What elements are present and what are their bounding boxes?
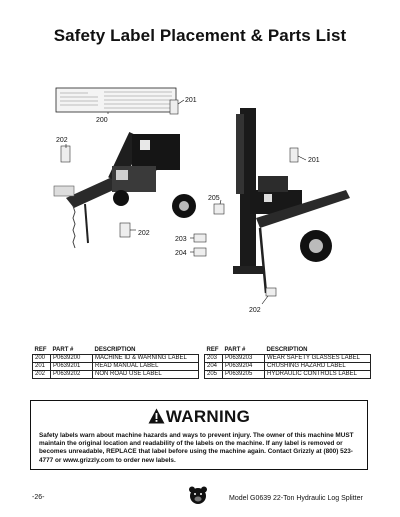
warning-heading-text: WARNING [165, 407, 251, 426]
cell-ref: 200 [33, 355, 51, 363]
cell-description: WEAR SAFETY GLASSES LABEL [265, 355, 371, 363]
callout-203: 203 [175, 236, 187, 243]
header-part: PART # [224, 347, 246, 353]
cell-description: READ MANUAL LABEL [93, 363, 199, 371]
cell-part: P0639203 [223, 355, 265, 363]
parts-table-right [204, 347, 371, 379]
cell-part: P0639200 [51, 355, 93, 363]
cell-description: HYDRAULIC CONTROLS LABEL [265, 371, 371, 379]
table-row [205, 355, 371, 363]
table-row [205, 363, 371, 371]
header-description: DESCRIPTION [94, 347, 136, 353]
log-splitter-vertical [194, 108, 350, 296]
footer-model: Model G0639 22-Ton Hydraulic Log Splitter [229, 495, 363, 502]
cell-ref: 204 [205, 363, 223, 371]
cell-description: NON ROAD USE LABEL [93, 371, 199, 379]
cell-ref: 203 [205, 355, 223, 363]
callout-202-right: 202 [249, 307, 261, 314]
warning-box [30, 400, 368, 470]
callout-201-left: 201 [185, 97, 197, 104]
cell-ref: 205 [205, 371, 223, 379]
callout-204: 204 [175, 250, 187, 257]
header-ref: REF [206, 347, 219, 353]
cell-description: CRUSHING HAZARD LABEL [265, 363, 371, 371]
grizzly-bear-logo-icon [187, 485, 209, 505]
table-row [33, 355, 199, 363]
warning-triangle-icon [148, 408, 165, 424]
cell-part: P0639202 [51, 371, 93, 379]
label-placement-illustration [28, 78, 373, 323]
header-part: PART # [52, 347, 74, 353]
warning-heading [31, 407, 367, 427]
cell-ref: 202 [33, 371, 51, 379]
log-splitter-horizontal [54, 100, 196, 248]
cell-ref: 201 [33, 363, 51, 371]
callout-202-left: 202 [56, 137, 68, 144]
warning-body: Safety labels warn about machine hazards and ways to prevent injury. The owner of this machine MUST maintain the original location and readability of the labels on the machine. If any label is removed or becomes unreadable, REPLACE that label before using the machine again. Contact Grizzly at (800) 523-4777 or www.grizzly.com to order new labels. [39, 432, 354, 464]
cell-part: P0639205 [223, 371, 265, 379]
callout-205: 205 [208, 195, 220, 202]
cell-part: P0639201 [51, 363, 93, 371]
parts-table-left [32, 347, 199, 379]
header-description: DESCRIPTION [266, 347, 308, 353]
callout-201-right: 201 [308, 157, 320, 164]
table-row [205, 371, 371, 379]
cell-description: MACHINE ID & WARNING LABEL [93, 355, 199, 363]
log-splitter-drawing [28, 78, 373, 323]
callout-200: 200 [96, 117, 108, 124]
page-number: -26- [32, 494, 45, 501]
cell-part: P0639204 [223, 363, 265, 371]
header-ref: REF [34, 347, 47, 353]
table-row [33, 363, 199, 371]
callout-202-lower: 202 [138, 230, 150, 237]
page-title: Safety Label Placement & Parts List [53, 26, 347, 45]
table-row [33, 371, 199, 379]
